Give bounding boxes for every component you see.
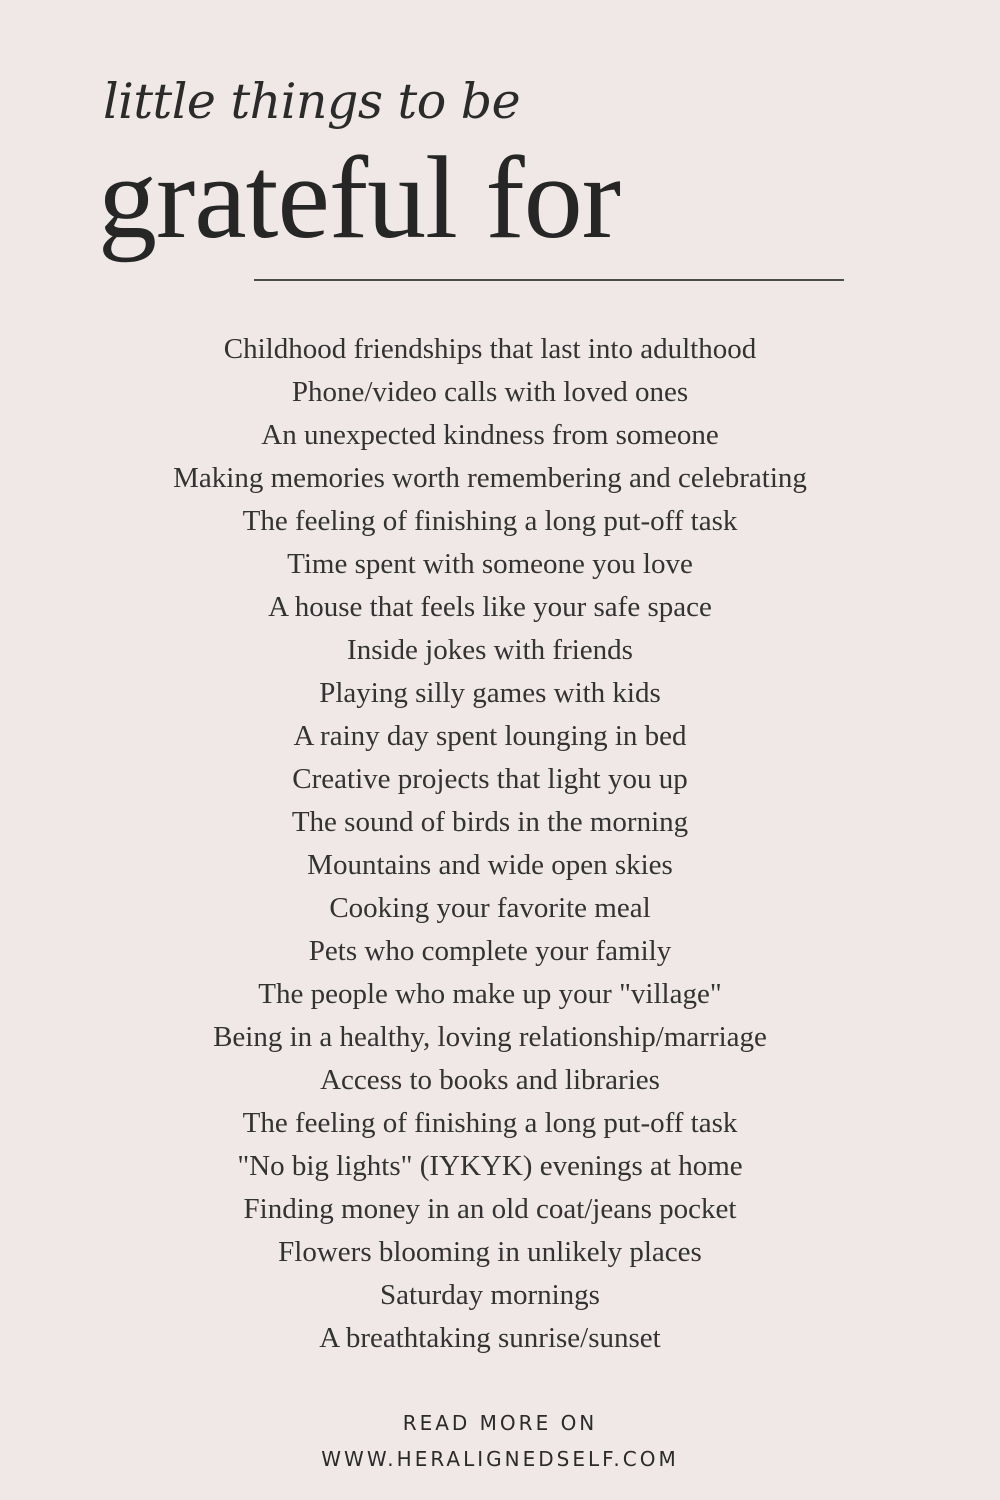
list-item: The feeling of finishing a long put-off task bbox=[242, 505, 738, 537]
subtitle: little things to be bbox=[103, 73, 521, 130]
page-title: grateful for bbox=[98, 132, 620, 263]
gratitude-list bbox=[90, 328, 890, 1360]
list-item: Cooking your favorite meal bbox=[329, 892, 651, 924]
list-item: A breathtaking sunrise/sunset bbox=[319, 1322, 661, 1354]
list-item: Making memories worth remembering and celebrating bbox=[173, 462, 807, 494]
list-item: The feeling of finishing a long put-off task bbox=[242, 1107, 738, 1139]
list-item: Playing silly games with kids bbox=[319, 677, 661, 709]
list-item: A house that feels like your safe space bbox=[268, 591, 712, 623]
list-item: Phone/video calls with loved ones bbox=[291, 376, 689, 408]
list-item: An unexpected kindness from someone bbox=[261, 419, 719, 451]
website-link[interactable]: WWW.HERALIGNEDSELF.COM bbox=[321, 1447, 679, 1471]
list-item: The sound of birds in the morning bbox=[291, 806, 689, 838]
list-item: Inside jokes with friends bbox=[347, 634, 633, 666]
list-item: A rainy day spent lounging in bed bbox=[293, 720, 687, 752]
list-item: Finding money in an old coat/jeans pocket bbox=[243, 1193, 737, 1225]
list-item: Time spent with someone you love bbox=[287, 548, 693, 580]
list-item: Mountains and wide open skies bbox=[307, 849, 673, 881]
list-item: Creative projects that light you up bbox=[292, 763, 688, 795]
list-item: Saturday mornings bbox=[380, 1279, 600, 1311]
read-more-label: READ MORE ON bbox=[402, 1411, 598, 1435]
list-item: Pets who complete your family bbox=[308, 935, 672, 967]
divider bbox=[254, 279, 844, 281]
list-item: Access to books and libraries bbox=[320, 1064, 660, 1096]
list-item: The people who make up your "village" bbox=[258, 978, 722, 1010]
list-item: Childhood friendships that last into adulthood bbox=[223, 333, 757, 365]
list-item: "No big lights" (IYKYK) evenings at home bbox=[237, 1150, 743, 1182]
list-item: Being in a healthy, loving relationship/marriage bbox=[213, 1021, 767, 1053]
list-item: Flowers blooming in unlikely places bbox=[278, 1236, 702, 1268]
